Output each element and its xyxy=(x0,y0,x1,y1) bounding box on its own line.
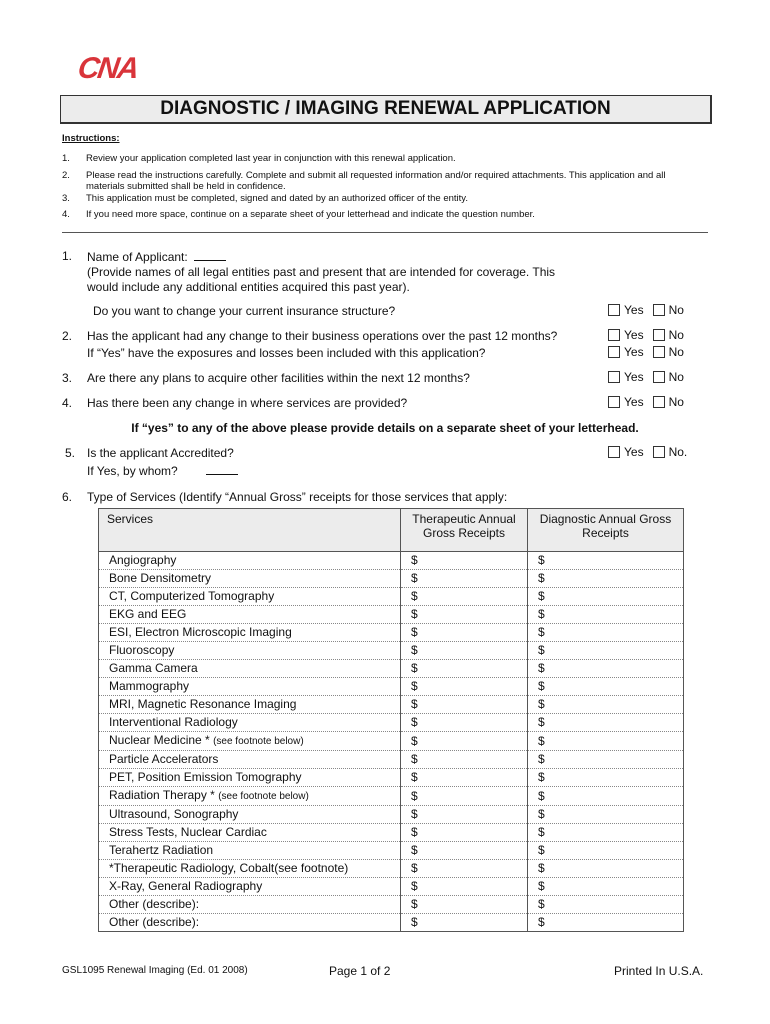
yes-label: Yes xyxy=(624,345,644,359)
currency-symbol: $ xyxy=(538,807,545,821)
therapeutic-receipts-field[interactable] xyxy=(401,696,528,714)
diagnostic-receipts-field[interactable] xyxy=(528,896,684,914)
q2-yes-no xyxy=(608,328,684,342)
diagnostic-receipts-field[interactable] xyxy=(528,714,684,732)
currency-symbol: $ xyxy=(411,625,418,639)
therapeutic-receipts-field[interactable] xyxy=(401,570,528,588)
service-label: Stress Tests, Nuclear Cardiac xyxy=(109,825,267,839)
therapeutic-receipts-field[interactable] xyxy=(401,714,528,732)
instructions-list xyxy=(62,153,712,220)
service-label: Nuclear Medicine * xyxy=(109,733,210,747)
service-label: Bone Densitometry xyxy=(109,571,212,585)
therapeutic-receipts-field[interactable] xyxy=(401,878,528,896)
therapeutic-receipts-field[interactable] xyxy=(401,787,528,806)
yes-label: Yes xyxy=(624,370,644,384)
q6-label: Type of Services (Identify “Annual Gross” receipts for those services that apply: xyxy=(87,490,508,504)
q5-num: 5. xyxy=(65,446,76,460)
currency-symbol: $ xyxy=(411,661,418,675)
table-row xyxy=(99,588,684,606)
currency-symbol: $ xyxy=(538,843,545,857)
q3-label: Are there any plans to acquire other facilities within the next 12 months? xyxy=(87,371,470,385)
therapeutic-receipts-field[interactable] xyxy=(401,824,528,842)
q4-label: Has there been any change in where services are provided? xyxy=(87,396,408,410)
diagnostic-receipts-field[interactable] xyxy=(528,914,684,932)
no-label: No. xyxy=(668,445,688,459)
currency-symbol: $ xyxy=(538,607,545,621)
diagnostic-receipts-field[interactable] xyxy=(528,696,684,714)
service-name xyxy=(99,751,401,769)
diagnostic-receipts-field[interactable] xyxy=(528,751,684,769)
q5-yes-no xyxy=(608,445,687,459)
no-label: No xyxy=(668,370,684,384)
service-name xyxy=(99,588,401,606)
printed-in: Printed In U.S.A. xyxy=(614,964,704,978)
service-label: Gamma Camera xyxy=(109,661,198,675)
currency-symbol: $ xyxy=(538,661,545,675)
q1-label xyxy=(87,249,226,264)
table-row xyxy=(99,769,684,787)
divider xyxy=(62,232,708,233)
header-diagnostic: Diagnostic Annual Gross Receipts xyxy=(528,509,684,552)
instructions-heading: Instructions: xyxy=(62,133,120,144)
currency-symbol: $ xyxy=(411,861,418,875)
service-label: Radiation Therapy * xyxy=(109,788,215,802)
currency-symbol: $ xyxy=(538,643,545,657)
q2-num: 2. xyxy=(62,329,73,343)
table-row xyxy=(99,878,684,896)
q5-label: Is the applicant Accredited? xyxy=(87,446,234,460)
therapeutic-receipts-field[interactable] xyxy=(401,588,528,606)
no-label: No xyxy=(668,345,684,359)
currency-symbol: $ xyxy=(411,553,418,567)
currency-symbol: $ xyxy=(538,553,545,567)
currency-symbol: $ xyxy=(538,571,545,585)
notice-text: If “yes” to any of the above please provide details on a separate sheet of your letterhead. xyxy=(131,421,639,435)
service-name xyxy=(99,824,401,842)
diagnostic-receipts-field[interactable] xyxy=(528,642,684,660)
service-label: *Therapeutic Radiology, Cobalt(see footnote) xyxy=(109,861,349,875)
q3-yes-no xyxy=(608,370,684,384)
table-row xyxy=(99,660,684,678)
item-num: 2. xyxy=(62,170,70,181)
currency-symbol: $ xyxy=(538,897,545,911)
service-label: X-Ray, General Radiography xyxy=(109,879,263,893)
q1-yes-no xyxy=(608,303,684,317)
diagnostic-receipts-field[interactable] xyxy=(528,678,684,696)
service-name xyxy=(99,787,401,806)
table-row xyxy=(99,824,684,842)
yes-checkbox[interactable] xyxy=(608,446,620,458)
page-number: Page 1 of 2 xyxy=(329,964,391,978)
service-name xyxy=(99,552,401,570)
q4-num: 4. xyxy=(62,396,73,410)
currency-symbol: $ xyxy=(538,752,545,766)
accreditor-field[interactable] xyxy=(206,463,238,475)
no-label: No xyxy=(668,328,684,342)
service-label: Ultrasound, Sonography xyxy=(109,807,239,821)
service-label: Fluoroscopy xyxy=(109,643,175,657)
applicant-name-field[interactable] xyxy=(194,249,226,261)
currency-symbol: $ xyxy=(411,589,418,603)
yes-label: Yes xyxy=(624,303,644,317)
currency-symbol: $ xyxy=(411,752,418,766)
table-row xyxy=(99,787,684,806)
service-label: EKG and EEG xyxy=(109,607,187,621)
service-label: Mammography xyxy=(109,679,190,693)
service-name xyxy=(99,806,401,824)
therapeutic-receipts-field[interactable] xyxy=(401,751,528,769)
diagnostic-receipts-field[interactable] xyxy=(528,769,684,787)
table-row xyxy=(99,860,684,878)
currency-symbol: $ xyxy=(411,825,418,839)
service-name xyxy=(99,878,401,896)
currency-symbol: $ xyxy=(411,571,418,585)
therapeutic-receipts-field[interactable] xyxy=(401,896,528,914)
currency-symbol: $ xyxy=(411,915,418,929)
currency-symbol: $ xyxy=(411,715,418,729)
table-row xyxy=(99,806,684,824)
therapeutic-receipts-field[interactable] xyxy=(401,769,528,787)
service-name xyxy=(99,606,401,624)
header-therapeutic: Therapeutic Annual Gross Receipts xyxy=(401,509,528,552)
service-label: ESI, Electron Microscopic Imaging xyxy=(109,625,292,639)
therapeutic-receipts-field[interactable] xyxy=(401,732,528,751)
item-num: 4. xyxy=(62,209,70,220)
diagnostic-receipts-field[interactable] xyxy=(528,588,684,606)
currency-symbol: $ xyxy=(411,679,418,693)
q2-label: Has the applicant had any change to their business operations over the past 12 months? xyxy=(87,329,558,343)
therapeutic-receipts-field[interactable] xyxy=(401,914,528,932)
q2-sub-yes-no xyxy=(608,345,684,359)
diagnostic-receipts-field[interactable] xyxy=(528,606,684,624)
yes-label: Yes xyxy=(624,395,644,409)
q6-num: 6. xyxy=(62,490,73,504)
table-row xyxy=(99,642,684,660)
currency-symbol: $ xyxy=(538,715,545,729)
therapeutic-receipts-field[interactable] xyxy=(401,806,528,824)
yes-label: Yes xyxy=(624,445,644,459)
item-num: 3. xyxy=(62,193,70,204)
table-row xyxy=(99,714,684,732)
services-table xyxy=(98,508,684,932)
service-label: Angiography xyxy=(109,553,177,567)
q1-note: (Provide names of all legal entities past and present that are intended for coverage. This would include any additional entities acquired this past year). xyxy=(87,265,556,294)
footnote-ref: (see footnote below) xyxy=(218,791,309,802)
currency-symbol: $ xyxy=(411,770,418,784)
no-label: No xyxy=(668,303,684,317)
currency-symbol: $ xyxy=(411,879,418,893)
currency-symbol: $ xyxy=(538,861,545,875)
service-name xyxy=(99,914,401,932)
footnote-ref: (see footnote below) xyxy=(213,736,304,747)
diagnostic-receipts-field[interactable] xyxy=(528,660,684,678)
yes-checkbox[interactable] xyxy=(608,371,620,383)
diagnostic-receipts-field[interactable] xyxy=(528,842,684,860)
q3-num: 3. xyxy=(62,371,73,385)
yes-checkbox[interactable] xyxy=(608,329,620,341)
currency-symbol: $ xyxy=(538,697,545,711)
yes-label: Yes xyxy=(624,328,644,342)
q1-label-text: Name of Applicant: xyxy=(87,250,188,264)
no-checkbox[interactable] xyxy=(653,371,665,383)
service-name xyxy=(99,732,401,751)
table-row xyxy=(99,842,684,860)
table-row xyxy=(99,732,684,751)
no-label: No xyxy=(668,395,684,409)
table-row xyxy=(99,896,684,914)
currency-symbol: $ xyxy=(411,733,418,748)
q1-num: 1. xyxy=(62,249,73,263)
q5-sub xyxy=(87,463,238,478)
currency-symbol: $ xyxy=(538,679,545,693)
form-number: GSL1095 Renewal Imaging (Ed. 01 2008) xyxy=(62,965,248,976)
no-checkbox[interactable] xyxy=(653,446,665,458)
q1-sub: Do you want to change your current insurance structure? xyxy=(93,304,396,318)
currency-symbol: $ xyxy=(411,697,418,711)
service-label: Interventional Radiology xyxy=(109,715,238,729)
currency-symbol: $ xyxy=(538,733,545,748)
service-name xyxy=(99,570,401,588)
currency-symbol: $ xyxy=(538,788,545,803)
currency-symbol: $ xyxy=(538,825,545,839)
diagnostic-receipts-field[interactable] xyxy=(528,878,684,896)
cna-logo: CNA xyxy=(75,52,140,85)
service-label: Other (describe): xyxy=(109,915,200,929)
therapeutic-receipts-field[interactable] xyxy=(401,552,528,570)
page-title: DIAGNOSTIC / IMAGING RENEWAL APPLICATION xyxy=(60,95,712,124)
table-row xyxy=(99,751,684,769)
therapeutic-receipts-field[interactable] xyxy=(401,624,528,642)
diagnostic-receipts-field[interactable] xyxy=(528,787,684,806)
instruction-text: This application must be completed, signed and dated by an authorized officer of the entity. xyxy=(86,193,468,204)
table-row xyxy=(99,606,684,624)
therapeutic-receipts-field[interactable] xyxy=(401,606,528,624)
table-row xyxy=(99,552,684,570)
service-label: PET, Position Emission Tomography xyxy=(109,770,302,784)
currency-symbol: $ xyxy=(538,915,545,929)
q4-yes-no xyxy=(608,395,684,409)
service-name xyxy=(99,660,401,678)
table-row xyxy=(99,624,684,642)
diagnostic-receipts-field[interactable] xyxy=(528,860,684,878)
no-checkbox[interactable] xyxy=(653,396,665,408)
currency-symbol: $ xyxy=(538,625,545,639)
no-checkbox[interactable] xyxy=(653,329,665,341)
currency-symbol: $ xyxy=(538,770,545,784)
q2-sub: If “Yes” have the exposures and losses been included with this application? xyxy=(87,346,486,360)
currency-symbol: $ xyxy=(538,589,545,603)
therapeutic-receipts-field[interactable] xyxy=(401,860,528,878)
diagnostic-receipts-field[interactable] xyxy=(528,552,684,570)
instruction-text: Please read the instructions carefully. Complete and submit all requested information and/or required attachments. This application and all materials submitted shall be held in confidence. xyxy=(86,170,666,192)
therapeutic-receipts-field[interactable] xyxy=(401,660,528,678)
currency-symbol: $ xyxy=(411,788,418,803)
currency-symbol: $ xyxy=(411,807,418,821)
table-row xyxy=(99,678,684,696)
service-name xyxy=(99,769,401,787)
service-label: Particle Accelerators xyxy=(109,752,219,766)
service-label: Other (describe): xyxy=(109,897,200,911)
currency-symbol: $ xyxy=(538,879,545,893)
no-checkbox[interactable] xyxy=(653,304,665,316)
service-name xyxy=(99,624,401,642)
therapeutic-receipts-field[interactable] xyxy=(401,678,528,696)
table-row xyxy=(99,696,684,714)
therapeutic-receipts-field[interactable] xyxy=(401,842,528,860)
service-name xyxy=(99,860,401,878)
currency-symbol: $ xyxy=(411,607,418,621)
diagnostic-receipts-field[interactable] xyxy=(528,732,684,751)
diagnostic-receipts-field[interactable] xyxy=(528,624,684,642)
q5-sub-text: If Yes, by whom? xyxy=(87,464,178,478)
no-checkbox[interactable] xyxy=(653,346,665,358)
yes-checkbox[interactable] xyxy=(608,346,620,358)
item-num: 1. xyxy=(62,153,70,164)
service-label: CT, Computerized Tomography xyxy=(109,589,275,603)
service-name xyxy=(99,842,401,860)
service-name xyxy=(99,642,401,660)
diagnostic-receipts-field[interactable] xyxy=(528,806,684,824)
currency-symbol: $ xyxy=(411,897,418,911)
service-name xyxy=(99,714,401,732)
table-row xyxy=(99,914,684,932)
table-row xyxy=(99,570,684,588)
instruction-text: Review your application completed last year in conjunction with this renewal application. xyxy=(86,153,456,164)
instruction-text: If you need more space, continue on a separate sheet of your letterhead and indicate the question number. xyxy=(86,209,535,220)
service-label: MRI, Magnetic Resonance Imaging xyxy=(109,697,297,711)
yes-checkbox[interactable] xyxy=(608,396,620,408)
currency-symbol: $ xyxy=(411,843,418,857)
service-name xyxy=(99,678,401,696)
therapeutic-receipts-field[interactable] xyxy=(401,642,528,660)
header-services: Services xyxy=(99,509,401,552)
service-label: Terahertz Radiation xyxy=(109,843,214,857)
diagnostic-receipts-field[interactable] xyxy=(528,824,684,842)
service-name xyxy=(99,696,401,714)
service-name xyxy=(99,896,401,914)
diagnostic-receipts-field[interactable] xyxy=(528,570,684,588)
currency-symbol: $ xyxy=(411,643,418,657)
yes-checkbox[interactable] xyxy=(608,304,620,316)
